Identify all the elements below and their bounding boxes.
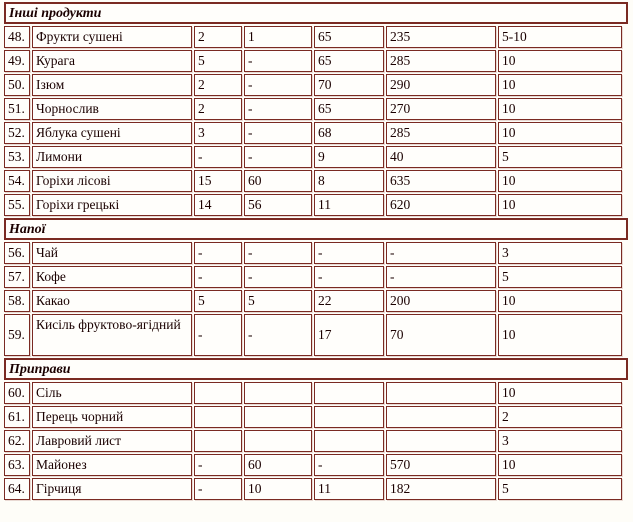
col-e-value: 10 bbox=[498, 50, 622, 72]
table-body bbox=[3, 2, 632, 501]
col-e-value: 10 bbox=[498, 74, 622, 96]
col-c-value: 17 bbox=[314, 314, 384, 356]
col-a-value: 5 bbox=[194, 290, 242, 312]
col-b-value: - bbox=[244, 314, 312, 356]
product-name: Ізюм bbox=[32, 74, 192, 96]
section-header: Інші продукти bbox=[4, 2, 628, 24]
product-name: Кофе bbox=[32, 266, 192, 288]
col-c-value: 65 bbox=[314, 98, 384, 120]
col-d-value: 182 bbox=[386, 478, 496, 500]
col-b-value bbox=[244, 406, 312, 428]
col-a-value: - bbox=[194, 146, 242, 168]
col-d-value: 570 bbox=[386, 454, 496, 476]
col-e-value: 10 bbox=[498, 314, 622, 356]
row-number: 61. bbox=[4, 406, 30, 428]
product-name: Курага bbox=[32, 50, 192, 72]
row-number: 50. bbox=[4, 74, 30, 96]
row-number: 49. bbox=[4, 50, 30, 72]
product-name: Фрукти сушені bbox=[32, 26, 192, 48]
table-row bbox=[3, 381, 632, 405]
col-b-value: 10 bbox=[244, 478, 312, 500]
row-number: 53. bbox=[4, 146, 30, 168]
col-c-value: 9 bbox=[314, 146, 384, 168]
product-name: Горіхи грецькі bbox=[32, 194, 192, 216]
col-a-value: - bbox=[194, 242, 242, 264]
col-d-value: 290 bbox=[386, 74, 496, 96]
col-e-value: 5 bbox=[498, 478, 622, 500]
col-d-value: 635 bbox=[386, 170, 496, 192]
col-b-value: - bbox=[244, 146, 312, 168]
table-row bbox=[3, 289, 632, 313]
table-row bbox=[3, 121, 632, 145]
col-e-value: 10 bbox=[498, 290, 622, 312]
product-name: Какао bbox=[32, 290, 192, 312]
col-d-value: 40 bbox=[386, 146, 496, 168]
col-b-value bbox=[244, 430, 312, 452]
col-b-value: - bbox=[244, 266, 312, 288]
col-c-value bbox=[314, 382, 384, 404]
product-name: Кисіль фруктово-ягідний bbox=[32, 314, 192, 356]
col-a-value: - bbox=[194, 314, 242, 356]
col-d-value bbox=[386, 382, 496, 404]
product-name: Лимони bbox=[32, 146, 192, 168]
col-e-value: 2 bbox=[498, 406, 622, 428]
product-name: Гірчиця bbox=[32, 478, 192, 500]
col-d-value: 620 bbox=[386, 194, 496, 216]
product-name: Перець чорний bbox=[32, 406, 192, 428]
table-row bbox=[3, 97, 632, 121]
table-row bbox=[3, 25, 632, 49]
col-d-value: 200 bbox=[386, 290, 496, 312]
col-c-value: 22 bbox=[314, 290, 384, 312]
col-d-value: 270 bbox=[386, 98, 496, 120]
col-a-value: 3 bbox=[194, 122, 242, 144]
col-a-value: - bbox=[194, 478, 242, 500]
row-number: 56. bbox=[4, 242, 30, 264]
row-number: 48. bbox=[4, 26, 30, 48]
col-d-value: 70 bbox=[386, 314, 496, 356]
col-a-value: 2 bbox=[194, 74, 242, 96]
table-row bbox=[3, 313, 632, 357]
col-a-value: 5 bbox=[194, 50, 242, 72]
table-row bbox=[3, 49, 632, 73]
row-number: 58. bbox=[4, 290, 30, 312]
section-header: Приправи bbox=[4, 358, 628, 380]
col-e-value: 5-10 bbox=[498, 26, 622, 48]
row-number: 51. bbox=[4, 98, 30, 120]
col-b-value: 56 bbox=[244, 194, 312, 216]
col-d-value: 285 bbox=[386, 50, 496, 72]
col-e-value: 10 bbox=[498, 170, 622, 192]
product-name: Майонез bbox=[32, 454, 192, 476]
product-name: Яблука сушені bbox=[32, 122, 192, 144]
table-row bbox=[3, 241, 632, 265]
table-row bbox=[3, 73, 632, 97]
col-b-value: 60 bbox=[244, 170, 312, 192]
table-row bbox=[3, 193, 632, 217]
col-e-value: 10 bbox=[498, 122, 622, 144]
section-header: Напої bbox=[4, 218, 628, 240]
col-b-value: - bbox=[244, 242, 312, 264]
col-a-value bbox=[194, 430, 242, 452]
table-row bbox=[3, 265, 632, 289]
col-c-value: - bbox=[314, 266, 384, 288]
col-a-value: 2 bbox=[194, 26, 242, 48]
col-e-value: 10 bbox=[498, 454, 622, 476]
product-name: Чорнослив bbox=[32, 98, 192, 120]
col-c-value: 70 bbox=[314, 74, 384, 96]
col-b-value: - bbox=[244, 50, 312, 72]
col-d-value: - bbox=[386, 242, 496, 264]
col-b-value: - bbox=[244, 74, 312, 96]
table-row bbox=[3, 477, 632, 501]
row-number: 64. bbox=[4, 478, 30, 500]
col-c-value: 11 bbox=[314, 194, 384, 216]
product-name: Горіхи лісові bbox=[32, 170, 192, 192]
table-row bbox=[3, 405, 632, 429]
col-c-value: 68 bbox=[314, 122, 384, 144]
table-row bbox=[3, 429, 632, 453]
col-d-value: 285 bbox=[386, 122, 496, 144]
col-d-value: - bbox=[386, 266, 496, 288]
row-number: 57. bbox=[4, 266, 30, 288]
col-a-value: 2 bbox=[194, 98, 242, 120]
table-row bbox=[3, 169, 632, 193]
col-e-value: 3 bbox=[498, 430, 622, 452]
col-a-value: - bbox=[194, 266, 242, 288]
col-a-value: 14 bbox=[194, 194, 242, 216]
col-b-value bbox=[244, 382, 312, 404]
col-b-value: - bbox=[244, 98, 312, 120]
product-name: Чай bbox=[32, 242, 192, 264]
col-a-value: - bbox=[194, 454, 242, 476]
col-e-value: 5 bbox=[498, 266, 622, 288]
col-d-value: 235 bbox=[386, 26, 496, 48]
col-c-value: - bbox=[314, 242, 384, 264]
col-d-value bbox=[386, 430, 496, 452]
col-b-value: 60 bbox=[244, 454, 312, 476]
product-name: Лавровий лист bbox=[32, 430, 192, 452]
col-e-value: 10 bbox=[498, 382, 622, 404]
col-c-value: 11 bbox=[314, 478, 384, 500]
col-c-value: 65 bbox=[314, 50, 384, 72]
col-c-value: 8 bbox=[314, 170, 384, 192]
table-row bbox=[3, 453, 632, 477]
row-number: 52. bbox=[4, 122, 30, 144]
row-number: 63. bbox=[4, 454, 30, 476]
col-e-value: 3 bbox=[498, 242, 622, 264]
col-e-value: 10 bbox=[498, 194, 622, 216]
col-b-value: 5 bbox=[244, 290, 312, 312]
row-number: 59. bbox=[4, 314, 30, 356]
row-number: 60. bbox=[4, 382, 30, 404]
col-e-value: 10 bbox=[498, 98, 622, 120]
col-c-value: 65 bbox=[314, 26, 384, 48]
table-row bbox=[3, 145, 632, 169]
col-b-value: - bbox=[244, 122, 312, 144]
row-number: 54. bbox=[4, 170, 30, 192]
col-a-value bbox=[194, 406, 242, 428]
product-name: Сіль bbox=[32, 382, 192, 404]
col-c-value: - bbox=[314, 454, 384, 476]
row-number: 62. bbox=[4, 430, 30, 452]
col-c-value bbox=[314, 406, 384, 428]
col-a-value bbox=[194, 382, 242, 404]
col-e-value: 5 bbox=[498, 146, 622, 168]
col-a-value: 15 bbox=[194, 170, 242, 192]
row-number: 55. bbox=[4, 194, 30, 216]
col-c-value bbox=[314, 430, 384, 452]
col-b-value: 1 bbox=[244, 26, 312, 48]
col-d-value bbox=[386, 406, 496, 428]
